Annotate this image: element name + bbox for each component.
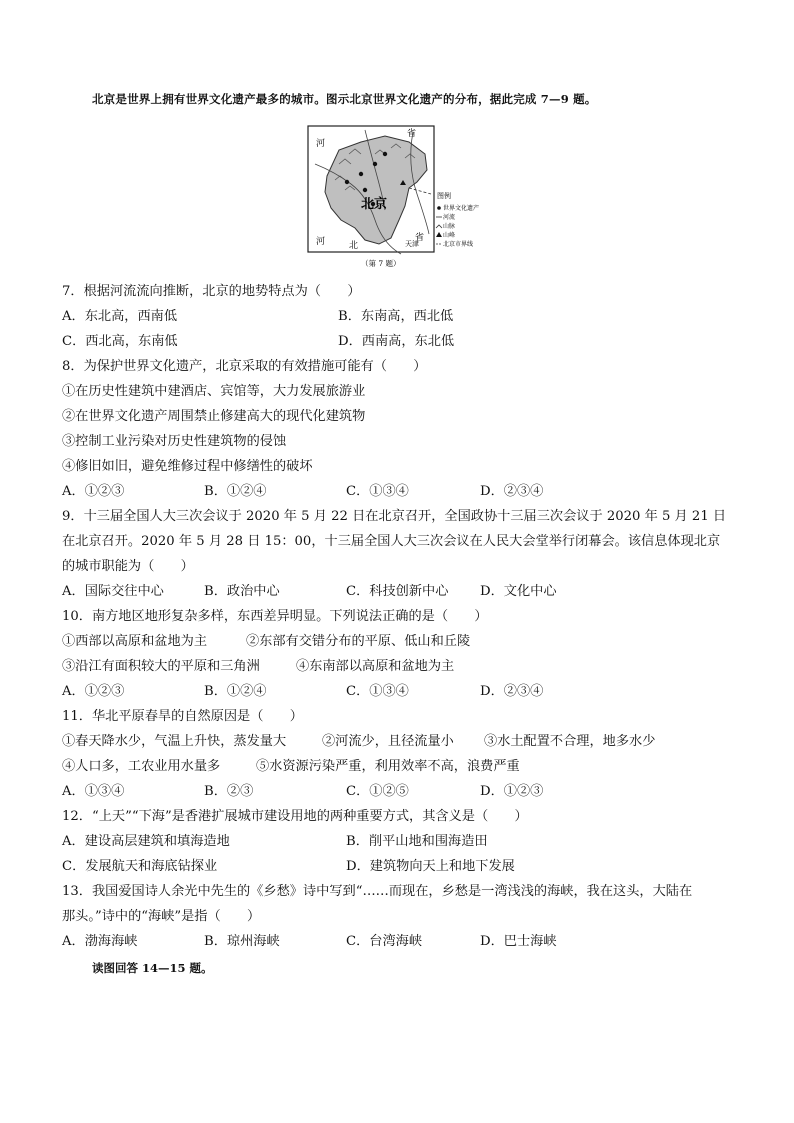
legend-title: 图例 <box>437 192 451 200</box>
q11-option-c[interactable]: C．①②⑤ <box>346 784 409 799</box>
q8-statement-2: ②在世界文化遗产周围禁止修建高大的现代化建筑物 <box>62 409 366 424</box>
q13-stem-line-1: 13．我国爱国诗人余光中先生的《乡愁》诗中写到“……而现在，乡愁是一湾浅浅的海峡，我在这头，大陆在 <box>62 884 693 899</box>
heritage-site <box>345 180 349 184</box>
q13-option-c[interactable]: C．台湾海峡 <box>346 934 423 949</box>
heritage-site <box>363 188 367 192</box>
q10-stem: 10．南方地区地形复杂多样，东西差异明显。下列说法正确的是（ ） <box>62 609 488 624</box>
label-sheng-top: 省 <box>407 129 417 139</box>
label-bei-bottom: 北 <box>349 241 359 251</box>
q10-option-d[interactable]: D．②③④ <box>480 684 544 699</box>
q8-statement-4: ④修旧如旧，避免维修过程中修缮性的破坏 <box>62 459 313 474</box>
q8-stem: 8．为保护世界文化遗产，北京采取的有效措施可能有（ ） <box>62 359 427 374</box>
label-beijing: 北京 <box>361 197 388 212</box>
q12-option-c[interactable]: C．发展航天和海底钻探业 <box>62 859 218 874</box>
legend-boundary: 北京市界线 <box>443 241 474 248</box>
q11-option-a[interactable]: A．①③④ <box>62 784 125 799</box>
beijing-heritage-map <box>305 124 480 270</box>
label-sheng-bottom: 省 <box>415 233 425 243</box>
map-graphic <box>305 124 480 270</box>
q11-stem: 11．华北平原春旱的自然原因是（ ） <box>62 709 303 724</box>
section-note: 读图回答 14—15 题。 <box>92 961 213 975</box>
q11-option-d[interactable]: D．①②③ <box>480 784 544 799</box>
q11-statement-4: ④人口多，工农业用水量多 <box>62 759 221 774</box>
map-caption: （第 7 题） <box>361 259 401 268</box>
q9-stem-line-1: 9．十三届全国人大三次会议于 2020 年 5 月 22 日在北京召开，全国政协十三届三次会议于 2020 年 5 月 21 日 <box>62 509 727 524</box>
heritage-site <box>359 172 363 176</box>
q10-statement-2: ②东部有交错分布的平原、低山和丘陵 <box>246 634 471 649</box>
q13-option-d[interactable]: D．巴士海峡 <box>480 934 557 949</box>
q11-statement-2: ②河流少，且径流量小 <box>322 734 454 749</box>
q9-option-b[interactable]: B．政治中心 <box>204 584 280 599</box>
q7-option-c[interactable]: C．西北高，东南低 <box>62 334 178 349</box>
label-tianjin: 天津 <box>405 240 419 248</box>
q10-statement-4: ④东南部以高原和盆地为主 <box>296 659 455 674</box>
q13-option-a[interactable]: A．渤海海峡 <box>62 934 138 949</box>
q10-option-c[interactable]: C．①③④ <box>346 684 409 699</box>
legend-mountain: 山脉 <box>443 223 456 230</box>
heritage-site <box>383 152 387 156</box>
q9-option-c[interactable]: C．科技创新中心 <box>346 584 449 599</box>
q11-statement-3: ③水土配置不合理，地多水少 <box>484 734 656 749</box>
label-he-top: 河 <box>316 139 326 149</box>
q10-option-b[interactable]: B．①②④ <box>204 684 267 699</box>
legend-river: 河流 <box>443 214 456 221</box>
q8-statement-3: ③控制工业污染对历史性建筑物的侵蚀 <box>62 434 287 449</box>
q7-option-b[interactable]: B．东南高，西北低 <box>338 309 454 324</box>
q12-option-b[interactable]: B．削平山地和围海造田 <box>346 834 488 849</box>
q13-option-b[interactable]: B．琼州海峡 <box>204 934 280 949</box>
q12-option-a[interactable]: A．建设高层建筑和填海造地 <box>62 834 230 849</box>
q12-stem: 12．“上天”“下海”是香港扩展城市建设用地的两种重要方式，其含义是（ ） <box>62 809 528 824</box>
q8-option-a[interactable]: A．①②③ <box>62 484 125 499</box>
legend-heritage: 世界文化遗产 <box>443 205 480 212</box>
q10-statement-3: ③沿江有面积较大的平原和三角洲 <box>62 659 260 674</box>
label-he-bottom: 河 <box>316 237 326 247</box>
q9-stem-line-3: 的城市职能为（ ） <box>62 559 194 574</box>
q9-stem-line-2: 在北京召开。2020 年 5 月 28 日 15：00，十三届全国人大三次会议在人民大会堂举行闭幕会。该信息体现北京 <box>62 534 721 549</box>
section-intro: 北京是世界上拥有世界文化遗产最多的城市。图示北京世界文化遗产的分布，据此完成 7—9 题。 <box>92 92 597 106</box>
legend-peak: 山峰 <box>443 232 456 239</box>
q7-option-a[interactable]: A．东北高，西南低 <box>62 309 178 324</box>
q8-option-d[interactable]: D．②③④ <box>480 484 544 499</box>
q12-option-d[interactable]: D．建筑物向天上和地下发展 <box>346 859 515 874</box>
q13-stem-line-2: 那头。”诗中的“海峡”是指（ ） <box>62 909 261 924</box>
heritage-site <box>373 162 377 166</box>
q9-option-d[interactable]: D．文化中心 <box>480 584 557 599</box>
q10-statement-1: ①西部以高原和盆地为主 <box>62 634 208 649</box>
q11-statement-5: ⑤水资源污染严重，利用效率不高，浪费严重 <box>256 759 520 774</box>
q8-option-b[interactable]: B．①②④ <box>204 484 267 499</box>
q7-stem: 7．根据河流流向推断，北京的地势特点为（ ） <box>62 284 361 299</box>
q11-statement-1: ①春天降水少，气温上升快，蒸发量大 <box>62 734 287 749</box>
q7-option-d[interactable]: D．西南高，东北低 <box>338 334 455 349</box>
q11-option-b[interactable]: B．②③ <box>204 784 254 799</box>
q8-option-c[interactable]: C．①③④ <box>346 484 409 499</box>
q10-option-a[interactable]: A．①②③ <box>62 684 125 699</box>
q8-statement-1: ①在历史性建筑中建酒店、宾馆等，大力发展旅游业 <box>62 384 366 399</box>
q9-option-a[interactable]: A．国际交往中心 <box>62 584 164 599</box>
